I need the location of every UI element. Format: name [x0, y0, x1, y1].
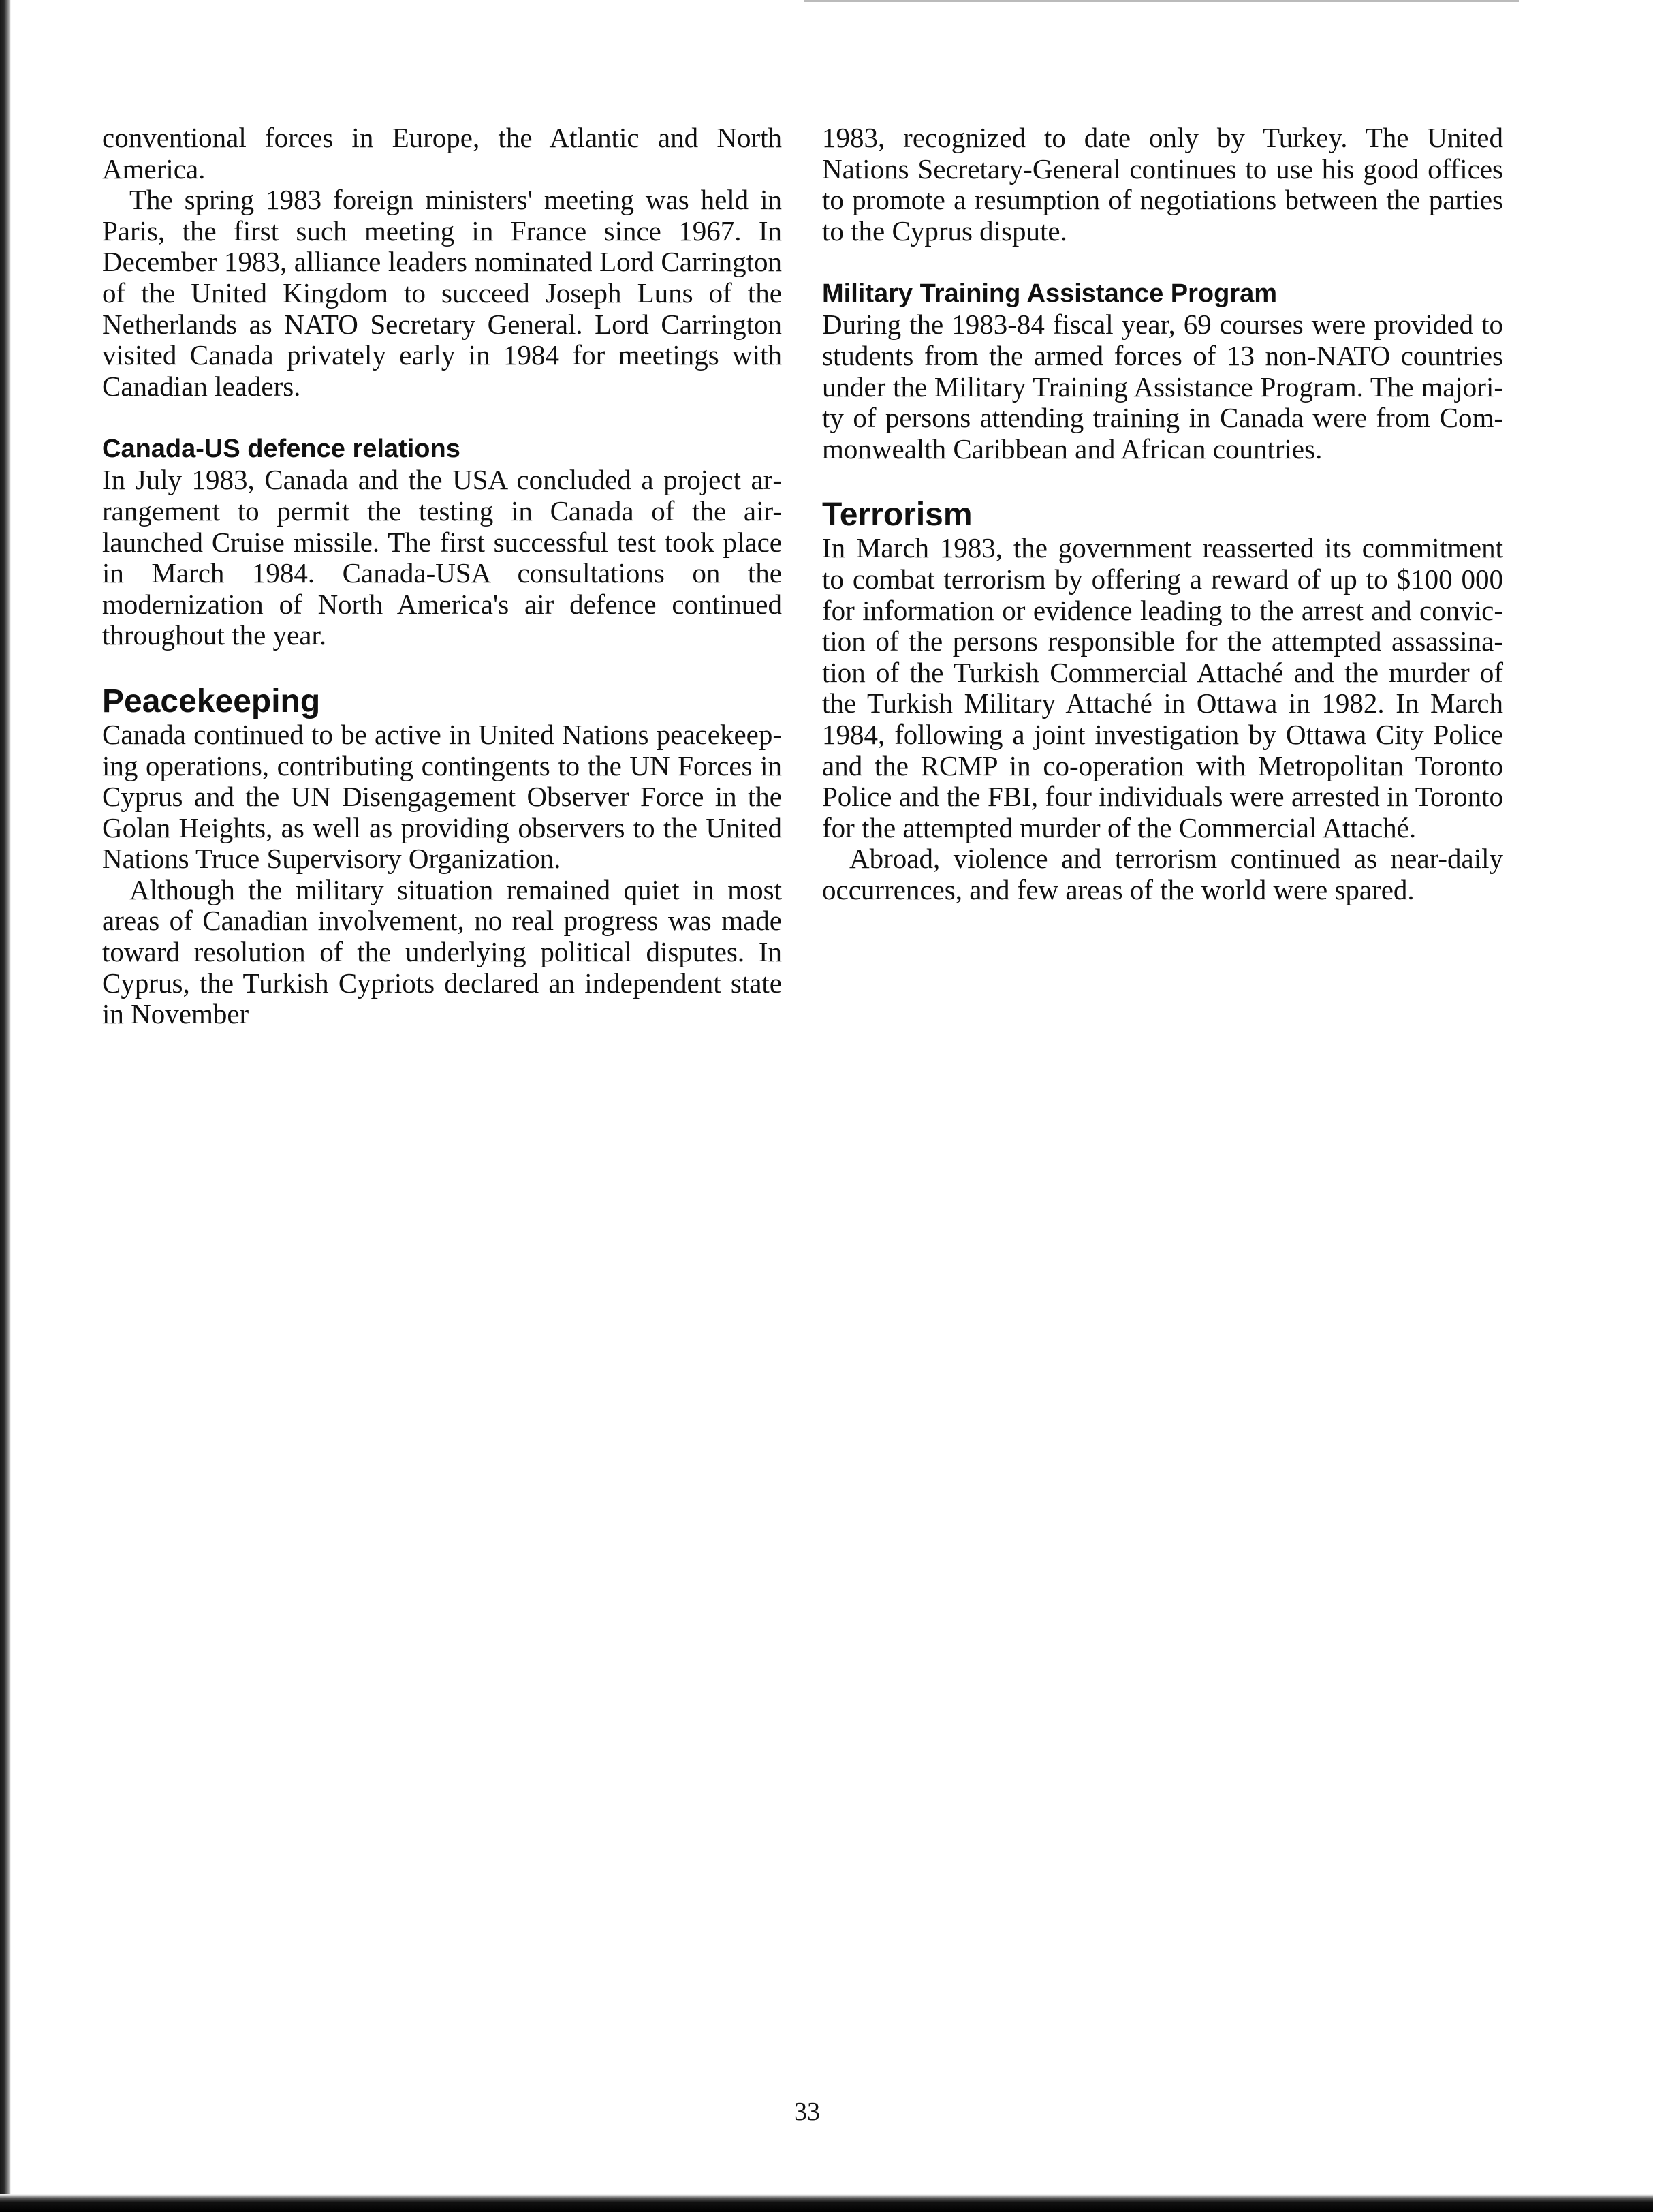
left-column — [102, 123, 782, 1030]
section-subheading: Military Training Assistance Program — [822, 279, 1278, 309]
paragraph: conventional forces in Europe, the Atlantic and North America. — [102, 122, 782, 185]
paragraph: During the 1983-84 fiscal year, 69 courses were provided to students from the armed forces of 13 non-NATO countries under the Military Training Assistance Program. The majority of persons attending training in Canada were from Commonwealth Caribbean and African countries. — [822, 309, 1503, 465]
scan-left-edge — [0, 0, 11, 2212]
section-heading: Peacekeeping — [102, 683, 321, 719]
scan-bottom-edge — [0, 2194, 1653, 2212]
paragraph: Abroad, violence and terrorism continued as near-daily occurrences, and few areas of the world were spared. — [822, 843, 1503, 905]
section-heading: Terrorism — [822, 497, 973, 533]
right-column — [822, 123, 1503, 905]
paragraph: 1983, recognized to date only by Turkey. The United Nations Secretary-General continues to use his good offices to promote a resumption of negotiations between the parties to the Cyprus dispute. — [822, 122, 1503, 247]
paragraph: Although the military situation remained quiet in most areas of Canadian involvement, no real progress was made toward resolution of the underlying political disputes. In Cyprus, the Turkish Cypriots declared an independent state in November — [102, 873, 782, 1030]
paragraph: In March 1983, the government reasserted its commitment to combat terrorism by offering a reward of up to $100 000 for information or evidence leading to the arrest and conviction of the persons responsible for the attempted assassination of the Turkish Commercial Attaché and the murder of the Turkish Military Attaché in Ottawa in 1982. In March 1984, following a joint investigation by Ottawa City Police and the RCMP in co-operation with Metropolitan Toronto Police and the FBI, four individuals were arrested in Toronto for the attempted murder of the Commercial Attaché. — [822, 532, 1503, 843]
section-subheading: Canada-US defence relations — [102, 435, 460, 464]
page-number: 33 — [794, 2098, 820, 2126]
scan-top-rule — [804, 0, 1519, 2]
paragraph: The spring 1983 foreign ministers' meeting was held in Paris, the first such meeting in France since 1967. In December 1983, alliance leaders nominated Lord Carrington of the United Kingdom to succeed Joseph Luns of the Netherlands as NATO Secretary General. Lord Carrington visited Canada privately early in 1984 for meetings with Canadian leaders. — [102, 184, 782, 402]
paragraph: In July 1983, Canada and the USA concluded a project arrangement to permit the testing in Canada of the air-launched Cruise missile. The first successful test took place in March 1984. Canada-USA consultations on the modernization of North America's air defence continued throughout the year. — [102, 464, 782, 651]
paragraph: Canada continued to be active in United Nations peacekeeping operations, contributing contingents to the UN Forces in Cyprus and the UN Disengagement Observer Force in the Golan Heights, as well as providing observers to the United Nations Truce Supervisory Organization. — [102, 718, 782, 875]
